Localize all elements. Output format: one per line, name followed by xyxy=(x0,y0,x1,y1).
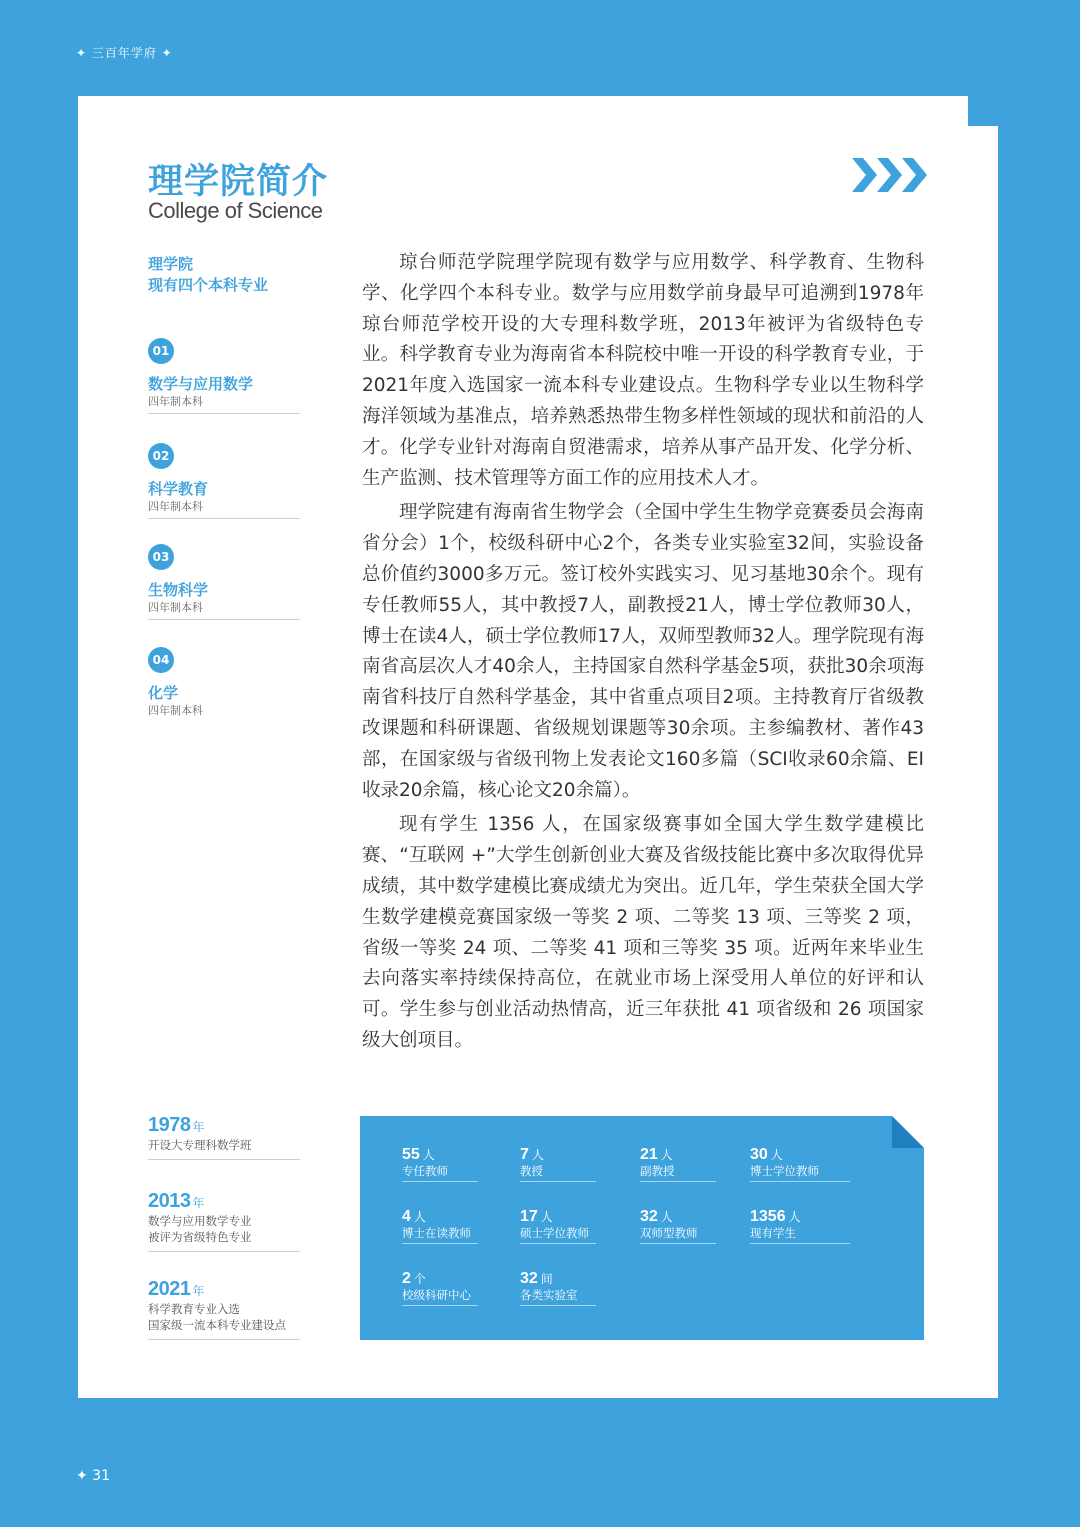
stat-number: 21 xyxy=(640,1146,658,1163)
major-item xyxy=(148,443,300,519)
milestone-item xyxy=(148,1114,300,1160)
stat-unit: 人 xyxy=(540,1210,553,1224)
major-number-badge: 02 xyxy=(148,443,174,469)
stat-unit: 个 xyxy=(413,1272,426,1286)
major-name: 科学教育 xyxy=(148,480,209,498)
stat-unit: 人 xyxy=(413,1210,426,1224)
stat-item xyxy=(640,1144,716,1182)
intro-line-2: 现有四个本科专业 xyxy=(148,276,269,294)
milestone-year: 1978 xyxy=(148,1114,191,1136)
milestone-desc: 科学教育专业入选 xyxy=(148,1302,240,1316)
stat-number: 7 xyxy=(520,1146,529,1163)
stat-item xyxy=(520,1206,596,1244)
milestone-desc: 开设大专理科数学班 xyxy=(148,1138,252,1152)
page-subtitle: College of Science xyxy=(148,198,323,223)
page-title: 理学院简介 xyxy=(148,162,329,202)
major-item xyxy=(148,647,300,722)
chevron-arrows-icon xyxy=(852,158,932,192)
stat-unit: 人 xyxy=(660,1210,673,1224)
stat-unit: 人 xyxy=(788,1210,801,1224)
milestone-year-unit: 年 xyxy=(192,1196,205,1210)
running-header: ✦ 三百年学府 ✦ xyxy=(76,46,173,60)
major-number-badge: 01 xyxy=(148,338,174,364)
stat-label: 专任教师 xyxy=(402,1164,448,1178)
stat-item xyxy=(750,1206,850,1244)
content-card xyxy=(78,96,998,1398)
milestone-year-unit: 年 xyxy=(192,1120,205,1134)
stat-unit: 人 xyxy=(531,1148,544,1162)
stat-item xyxy=(520,1144,596,1182)
stat-unit: 人 xyxy=(770,1148,783,1162)
stat-number: 30 xyxy=(750,1146,768,1163)
major-item xyxy=(148,338,300,414)
milestone-desc: 数学与应用数学专业 xyxy=(148,1214,252,1228)
folded-corner-icon xyxy=(892,1116,924,1148)
stat-label: 博士学位教师 xyxy=(750,1164,819,1178)
major-name: 化学 xyxy=(148,684,179,702)
stat-item xyxy=(750,1144,850,1182)
milestone-desc: 被评为省级特色专业 xyxy=(148,1230,252,1244)
major-duration: 四年制本科 xyxy=(148,395,203,408)
stat-label: 教授 xyxy=(520,1164,543,1178)
major-duration: 四年制本科 xyxy=(148,500,203,513)
milestone-year: 2021 xyxy=(148,1278,191,1300)
stat-number: 32 xyxy=(640,1208,658,1225)
stat-label: 博士在读教师 xyxy=(402,1226,471,1240)
stat-unit: 间 xyxy=(540,1272,553,1286)
milestone-item xyxy=(148,1190,300,1252)
stat-item xyxy=(640,1206,716,1244)
stat-unit: 人 xyxy=(660,1148,673,1162)
stat-item xyxy=(402,1206,478,1244)
paragraph: 理学院建有海南省生物学会（全国中学生生物学竞赛委员会海南省分会）1个，校级科研中心2个，各类专业实验室32间，实验设备总价值约3000多万元。签订校外实践实习、见习基地30余个。现有专任教师55人，其中教授7人，副教授21人，博士学位教师30人，博士在读4人，硕士学位教师17人，双师型教师32人。理学院现有海南省高层次人才40余人，主持国家自然科学基金5项，获批30余项海南省科技厅自然科学基金，其中省重点项目2项。主持教育厅省级教改课题和科研课题、省级规划课题等30余项。主参编教材、著作43部，在国家级与省级刊物上发表论文160多篇（SCI收录60余篇、EI收录20余篇，核心论文20余篇）。 xyxy=(362,502,924,801)
milestone-item xyxy=(148,1278,300,1340)
stat-unit: 人 xyxy=(422,1148,435,1162)
stat-label: 双师型教师 xyxy=(640,1226,698,1240)
milestone-year-unit: 年 xyxy=(192,1284,205,1298)
stat-number: 2 xyxy=(402,1270,411,1287)
milestone-desc: 国家级一流本科专业建设点 xyxy=(148,1318,286,1332)
stat-label: 各类实验室 xyxy=(520,1288,578,1302)
stat-item xyxy=(520,1268,596,1306)
paragraph: 现有学生 1356 人，在国家级赛事如全国大学生数学建模比赛、“互联网 +”大学生创新创业大赛及省级技能比赛中多次取得优异成绩，其中数学建模比赛成绩尤为突出。近几年，学生荣获全国大学生数学建模竞赛国家级一等奖 2 项、二等奖 13 项、三等奖 2 项，省级一等奖 24 项、二等奖 41 项和三等奖 35 项。近两年来毕业生去向落实率持续保持高位，在就业市场上深受用人单位的好评和认可。学生参与创业活动热情高，近三年获批 41 项省级和 26 项国家级大创项目。 xyxy=(362,814,924,1051)
stat-number: 4 xyxy=(402,1208,411,1225)
major-number-badge: 04 xyxy=(148,647,174,673)
stat-number: 17 xyxy=(520,1208,538,1225)
major-duration: 四年制本科 xyxy=(148,704,203,717)
intro-line-1: 理学院 xyxy=(148,255,194,273)
major-item xyxy=(148,544,300,620)
major-name: 生物科学 xyxy=(148,581,209,599)
major-number-badge: 03 xyxy=(148,544,174,570)
stat-label: 副教授 xyxy=(640,1164,675,1178)
intro-block xyxy=(148,254,268,296)
stat-label: 校级科研中心 xyxy=(402,1288,471,1302)
milestone-year: 2013 xyxy=(148,1190,191,1212)
paragraph: 琼台师范学院理学院现有数学与应用数学、科学教育、生物科学、化学四个本科专业。数学与应用数学前身最早可追溯到1978年琼台师范学校开设的大专理科数学班，2013年被评为省级特色专业。科学教育专业为海南省本科院校中唯一开设的科学教育专业，于2021年度入选国家一流本科专业建设点。生物科学专业以生物科学海洋领域为基准点，培养熟悉热带生物多样性领域的现状和前沿的人才。化学专业针对海南自贸港需求，培养从事产品开发、化学分析、生产监测、技术管理等方面工作的应用技术人才。 xyxy=(362,252,924,489)
stat-label: 现有学生 xyxy=(750,1226,796,1240)
stat-number: 55 xyxy=(402,1146,420,1163)
stat-number: 32 xyxy=(520,1270,538,1287)
page-number: ✦ 31 xyxy=(76,1468,110,1484)
stat-label: 硕士学位教师 xyxy=(520,1226,589,1240)
stat-item xyxy=(402,1268,478,1306)
stat-number: 1356 xyxy=(750,1208,786,1225)
major-name: 数学与应用数学 xyxy=(148,375,254,393)
body-text xyxy=(362,248,924,1061)
card-corner-notch xyxy=(968,96,998,126)
stats-panel xyxy=(360,1116,924,1340)
stat-item xyxy=(402,1144,478,1182)
major-duration: 四年制本科 xyxy=(148,601,203,614)
